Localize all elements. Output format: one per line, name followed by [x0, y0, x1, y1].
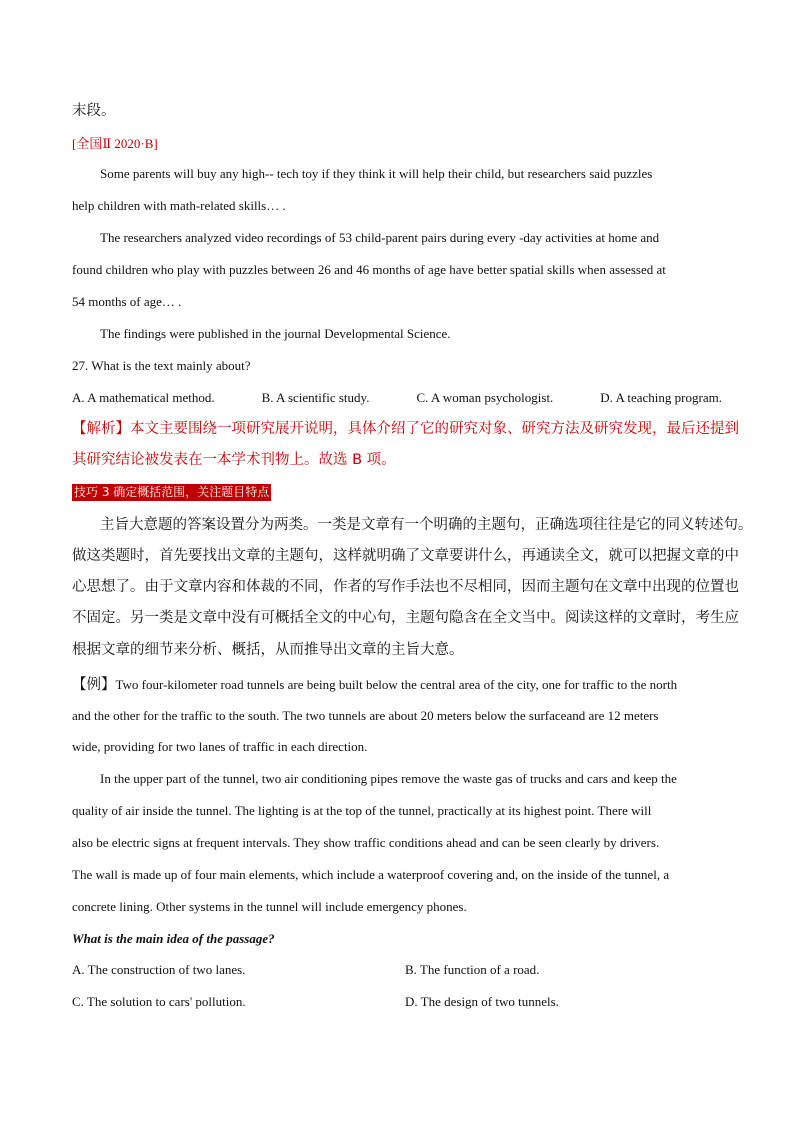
example-line: also be electric signs at frequent intervals. They show traffic conditions ahead and can be seen clearly by drivers. — [72, 835, 660, 850]
passage-line: The researchers analyzed video recordings of 53 child-parent pairs during every -day activities at home and — [100, 230, 660, 245]
example-question: What is the main idea of the passage? — [72, 931, 275, 946]
question-stem: 27. What is the text mainly about? — [72, 358, 251, 373]
analysis-line: 其研究结论被发表在一本学术刊物上。故选 B 项。 — [72, 452, 396, 468]
passage-line: found children who play with puzzles between 26 and 46 months of age have better spatial skills when assessed at — [72, 262, 666, 277]
passage-line: The findings were published in the journal Developmental Science. — [100, 326, 451, 341]
tip-line: 不固定。另一类是文章中没有可概括全文的中心句，主题句隐含在全文当中。阅读这样的文章时，考生应 — [72, 610, 739, 626]
example-line — [72, 676, 677, 694]
example-line: quality of air inside the tunnel. The lighting is at the top of the tunnel, practically at its highest point. There will — [72, 803, 652, 818]
option-d: D. A teaching program. — [600, 390, 722, 405]
option-c: C. A woman psychologist. — [416, 390, 554, 405]
example-label: 【例】 — [72, 677, 116, 693]
tip-line: 心思想了。由于文章内容和体裁的不同，作者的写作手法也不尽相同，因而主题句在文章中出现的位置也 — [72, 579, 739, 595]
example-option-a: A. The construction of two lanes. — [72, 962, 246, 977]
example-line: wide, providing for two lanes of traffic in each direction. — [72, 739, 368, 754]
passage-line: 54 months of age… . — [72, 294, 182, 309]
tip-line: 主旨大意题的答案设置分为两类。一类是文章有一个明确的主题句，正确选项往往是它的同义转述句。 — [100, 517, 753, 533]
source-tag: [全国Ⅱ 2020·B] — [72, 136, 158, 151]
example-option-b: B. The function of a road. — [405, 962, 540, 977]
tip-line: 根据文章的细节来分析、概括，从而推导出文章的主旨大意。 — [72, 642, 464, 658]
top-fragment: 末段。 — [72, 103, 116, 119]
tip-line: 做这类题时，首先要找出文章的主题句，这样就明确了文章要讲什么，再通读全文，就可以把握文章的中 — [72, 548, 739, 564]
example-line: concrete lining. Other systems in the tunnel will include emergency phones. — [72, 899, 467, 914]
example-option-c: C. The solution to cars' pollution. — [72, 994, 246, 1009]
example-option-d: D. The design of two tunnels. — [405, 994, 559, 1009]
passage-line: help children with math-related skills… . — [72, 198, 286, 213]
example-line: and the other for the traffic to the south. The two tunnels are about 20 meters below the surfaceand are 12 meters — [72, 708, 659, 723]
example-line: In the upper part of the tunnel, two air conditioning pipes remove the waste gas of trucks and cars and keep the — [100, 771, 677, 786]
passage-line: Some parents will buy any high-- tech toy if they think it will help their child, but researchers said puzzles — [100, 166, 653, 181]
question-options — [72, 390, 722, 406]
tip-badge: 技巧 3 确定概括范围，关注题目特点 — [74, 485, 270, 499]
analysis-line: 【解析】本文主要围绕一项研究展开说明，具体介绍了它的研究对象、研究方法及研究发现，最后还提到 — [72, 421, 739, 437]
option-a: A. A mathematical method. — [72, 390, 215, 405]
example-line: The wall is made up of four main elements, which include a waterproof covering and, on the inside of the tunnel, a — [72, 867, 670, 882]
option-b: B. A scientific study. — [261, 390, 370, 405]
example-text: Two four-kilometer road tunnels are being built below the central area of the city, one for traffic to the north — [115, 677, 678, 692]
